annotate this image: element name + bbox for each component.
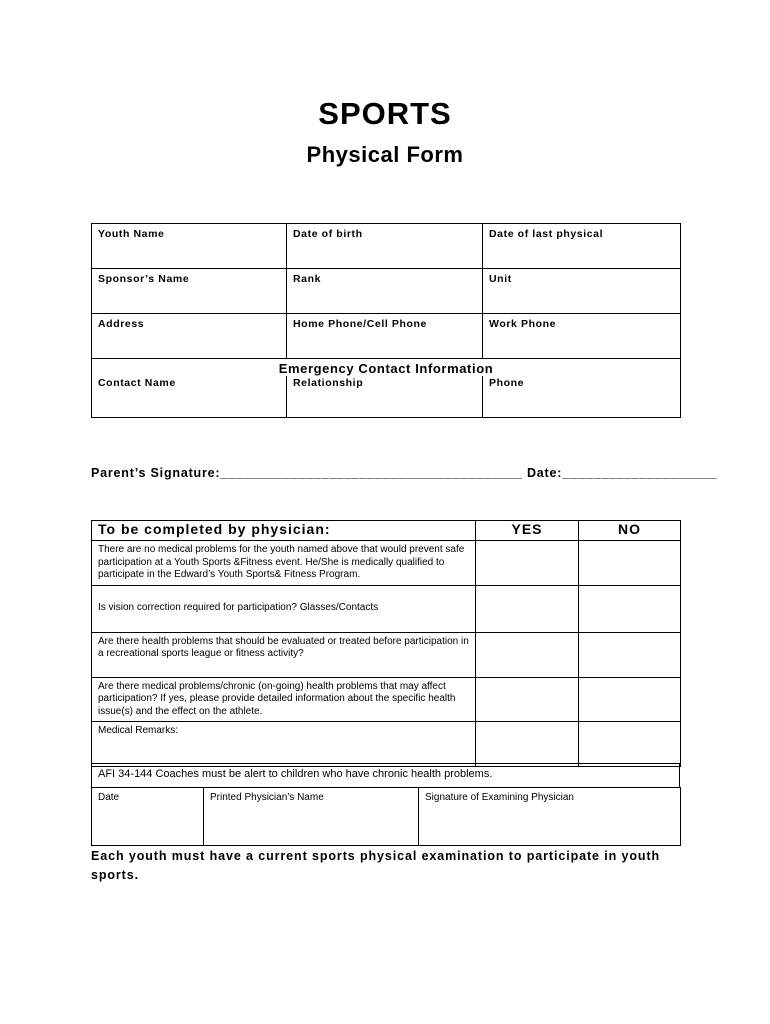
physician-heading: To be completed by physician: xyxy=(92,521,476,541)
youth-info-table xyxy=(91,223,681,418)
no-column-header: NO xyxy=(579,521,681,541)
no-checkbox-cell[interactable] xyxy=(579,541,681,586)
sponsor-name-field[interactable]: Sponsor’s Name xyxy=(92,269,287,314)
yes-checkbox-cell[interactable] xyxy=(476,541,579,586)
no-checkbox-cell[interactable] xyxy=(579,677,681,722)
physician-table xyxy=(91,520,681,767)
emergency-phone-field[interactable]: Phone xyxy=(483,376,681,418)
date-of-birth-field[interactable]: Date of birth xyxy=(287,224,483,269)
physician-signature-field[interactable]: Signature of Examining Physician xyxy=(419,788,681,846)
rank-field[interactable]: Rank xyxy=(287,269,483,314)
no-checkbox-cell[interactable] xyxy=(579,722,681,767)
physician-signature-table xyxy=(91,787,681,846)
no-checkbox-cell[interactable] xyxy=(579,632,681,677)
youth-name-field[interactable]: Youth Name xyxy=(92,224,287,269)
afi-note-table xyxy=(91,763,680,788)
yes-checkbox-cell[interactable] xyxy=(476,632,579,677)
no-checkbox-cell[interactable] xyxy=(579,585,681,632)
yes-checkbox-cell[interactable] xyxy=(476,722,579,767)
unit-field[interactable]: Unit xyxy=(483,269,681,314)
question-vision-correction: Is vision correction required for participation? Glasses/Contacts xyxy=(92,585,476,632)
afi-note: AFI 34-144 Coaches must be alert to children who have chronic health problems. xyxy=(92,764,680,788)
relationship-field[interactable]: Relationship xyxy=(287,376,483,418)
yes-column-header: YES xyxy=(476,521,579,541)
question-chronic-problems: Are there medical problems/chronic (on-going) health problems that may affect participation? If yes, please provide detailed information about the specific health issue(s) and the effect on the athlete. xyxy=(92,677,476,722)
work-phone-field[interactable]: Work Phone xyxy=(483,314,681,359)
emergency-contact-heading: Emergency Contact Information xyxy=(92,359,681,377)
date-of-last-physical-field[interactable]: Date of last physical xyxy=(483,224,681,269)
medical-remarks-field[interactable]: Medical Remarks: xyxy=(92,722,476,767)
footer-note: Each youth must have a current sports physical examination to participate in youth sports. xyxy=(91,849,661,882)
question-health-problems: Are there health problems that should be evaluated or treated before participation in a recreational sports league or fitness activity? xyxy=(92,632,476,677)
printed-physician-name-field[interactable]: Printed Physician’s Name xyxy=(204,788,419,846)
home-cell-phone-field[interactable]: Home Phone/Cell Phone xyxy=(287,314,483,359)
address-field[interactable]: Address xyxy=(92,314,287,359)
question-no-medical-problems: There are no medical problems for the youth named above that would prevent safe participation at a Youth Sports &Fitness event. He/She is medically qualified to participate in the Edward’s Youth Sports& Fitness Program. xyxy=(92,541,476,586)
yes-checkbox-cell[interactable] xyxy=(476,585,579,632)
exam-date-field[interactable]: Date xyxy=(92,788,204,846)
parent-signature-line[interactable]: Parent’s Signature:_______________________________________ Date:____________________ xyxy=(91,466,718,480)
yes-checkbox-cell[interactable] xyxy=(476,677,579,722)
form-title: SPORTS xyxy=(318,96,452,131)
contact-name-field[interactable]: Contact Name xyxy=(92,376,287,418)
form-subtitle: Physical Form xyxy=(306,142,464,167)
